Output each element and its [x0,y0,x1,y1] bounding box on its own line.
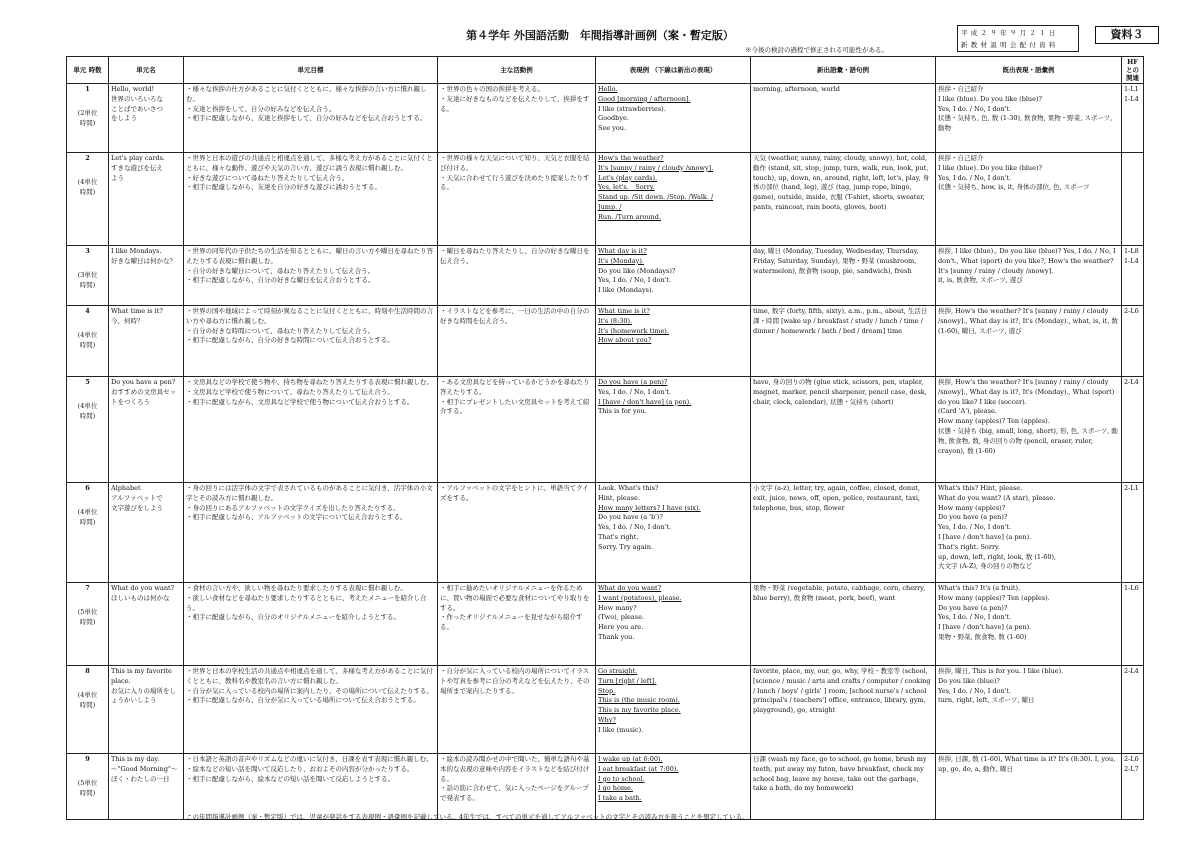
expression-item: Yes, I do. / No, I don't. [598,276,672,285]
col-header-known: 既出表現・語彙例 [936,57,1122,84]
unit-number: 9 [85,755,90,763]
expression-item: Let's (play cards). [598,173,658,182]
unit-number: 6 [85,484,90,492]
expression-item: I like (music). [598,725,644,734]
known-item: 挨拶, 日課, 数 (1-60), What time is it? It's (8:30). I, you, up, go, do, a, 動作, 曜日 [938,755,1116,773]
activity-item: ・友達に好きなものなどを伝えたりして、挨拶をする。 [440,94,590,113]
known-item: 挨拶・自己紹介 [938,154,984,162]
document-label: 資料３ [1095,26,1159,44]
activities-cell [438,306,596,377]
known-item: I [have / don't have] (a pen). [938,532,1032,541]
known-item: Yes, I do. / No, I don't. [938,104,1012,113]
table-header-row [67,57,1144,84]
new-words-text: morning, afternoon, world [753,85,840,93]
new-words-cell [751,483,936,583]
known-expressions-cell [936,583,1122,666]
activity-item: ・ある文房具などを持っているかどうかを尋ねたり答えたりする。 [440,378,590,396]
unit-number: 2 [85,154,90,162]
event-line: 新 教 材 説 明 会 配 付 資 料 [961,41,1056,49]
expression-item: It's (homework time). [598,326,669,335]
unit-number: 5 [85,378,90,386]
known-expressions-cell [936,754,1122,820]
unit-number: 7 [85,584,90,592]
unit-hours: 時間) [79,280,96,289]
hf-ref: 1-L8 [1124,247,1139,255]
expression-item: This is (the music room). [598,696,680,705]
unit-goals-cell [184,377,438,483]
known-expressions-cell [936,666,1122,754]
table-row [67,377,1144,483]
activities-cell [438,483,596,583]
expression-item: Good [morning / afternoon]. [598,94,691,103]
goal-item: ・自分が気に入っている校内の場所に案内したり、その場所について伝えたりする。 [186,686,433,695]
goal-item: ・相手に配慮しながら、友達を自分の好きな遊びに誘おうとする。 [186,183,381,192]
unit-name-cell [109,483,184,583]
table-row [67,483,1144,583]
hf-cell [1122,306,1144,377]
unit-hours: 時間) [79,517,96,526]
unit-hours: 時間) [79,411,96,420]
goal-item: ・世界と日本の遊びの共通点と相違点を通して、多様な考え方があることに気付くとともに、様々な動作、遊びや天気の言い方、遊びに誘う表現に慣れ親しむ。 [186,154,433,172]
unit-number-cell [67,583,109,666]
known-item: How many (apples)? [938,503,1006,512]
activities-cell [438,153,596,246]
goal-item: ・食材の言い方や、欲しい物を尋ねたり要求したりする表現に慣れ親しむ。 [186,584,407,592]
unit-name-cell [109,246,184,306]
known-expressions-cell [936,377,1122,483]
table-row [67,84,1144,153]
unit-hours: 時間) [79,118,96,127]
activities-cell [438,377,596,483]
unit-name-cell [109,754,184,820]
expression-item: Turn [right / left]. [598,676,657,685]
unit-goals-cell [184,483,438,583]
activity-item: ・相手にプレゼントしたい文房具セットを考えて紹介する。 [440,397,590,416]
known-item: Do you have (a pen)? [938,513,1008,522]
new-words-cell [751,377,936,483]
known-expressions-cell [936,246,1122,306]
known-item: What's this? Hint, please. [938,484,1023,492]
unit-name-line: お気に入りの場所をしょうかいしよう [111,686,176,705]
known-item: What do you want? (A star), please. [938,493,1056,502]
goal-item: ・自分の好きな時間について、尋ねたり答えたりして伝え合う。 [186,326,375,335]
expression-item: Stop. [598,686,616,695]
new-words-cell [751,246,936,306]
expression-item: I eat breakfast (at 7:00). [598,764,679,773]
unit-goals-cell [184,306,438,377]
unit-name-cell [109,377,184,483]
expression-item: Sorry. Try again. [598,542,653,551]
new-words-text: favorite, place, my, our, go, why, 学校・教室等 (school, [science / music / arts and crafts / computer / cooking / lunch / boys' / girls' ] room, [school nurse's / school principal's / teachers'] office, entrance, library, gym, playground), go, straight [753,667,931,715]
activities-cell [438,583,596,666]
hf-cell [1122,483,1144,583]
hf-cell [1122,377,1144,483]
hf-ref: 1-L4 [1124,256,1139,265]
new-words-cell [751,583,936,666]
unit-name-line: ことばであいさつ [111,104,163,113]
expression-item: Do you have (a pen)? [598,378,668,386]
col-header-goals: 単元目標 [184,57,438,84]
known-item: it, is, 飲食物, スポーツ, 遊び [938,276,1023,285]
expression-item: How many letters? I have (six). [598,503,701,512]
unit-name-line: おすすめの文房具セットをつくろう [111,387,177,406]
unit-name-line: What do you want? [111,584,175,592]
unit-name-line: ほしいものは何かな [111,593,170,602]
known-item: 挨拶, How's the weather? It's [sunny / rainy / cloudy /snowy]., What day is it?, It's (Monday)., What (sport) do you like? I like (soccer). [938,378,1115,406]
goal-item: ・欲しい食材などを尋ねたり要求したりするとともに、考えたメニューを紹介し合う。 [186,593,427,612]
goal-item: ・絵本などの短い話を聞いて反応したり、おおよその内容が分かったりする。 [186,764,414,773]
expression-item: I go home. [598,784,633,793]
known-item: How many (apples)? Ten (apples). [938,593,1050,602]
unit-name-line: Do you have a pen? [111,378,176,386]
new-words-text: 天気 (weather, sunny, rainy, cloudy, snowy), hot, cold, 動作 (stand, sit, stop, jump, turn, walk, run, look, put, touch), up, down, on, around, right, left, let's, play, 身体の部位 (hand, leg), 遊び (tag, jump rope, bingo, game), outside, inside, 衣服 (T-shirt, shorts, sweater, pants, raincoat, rain boots, gloves, boot) [753,154,930,211]
unit-name-line: This is my favorite place. [111,667,172,685]
unit-name-line: アルファベットで [111,493,163,502]
hf-cell [1122,84,1144,153]
expression-item: Goodbye. [598,114,629,123]
activity-item: ・相手に勧めたいオリジナルメニューを作るために、買い物の場面で必要な食材についてやり取りをする。 [440,584,590,612]
expression-item: How about you? [598,336,652,345]
col-header-unit-name: 単元名 [109,57,184,84]
known-item: 大文字 (A-Z), 身の回りの物など [938,562,1033,571]
goal-item: ・相手に配慮しながら、自分の好きな時間について伝え合おうとする。 [186,336,394,345]
unit-number: 3 [85,247,90,255]
expression-item: I [have / don't have] (a pen). [598,397,692,406]
expression-item: Why? [598,715,617,724]
hf-ref: 2-L6 [1124,307,1139,315]
table-row [67,754,1144,820]
known-item: 挨拶, 曜日, This is for you. I like (blue). [938,667,1064,675]
expression-item: See you. [598,124,627,133]
unit-name-cell [109,666,184,754]
expression-item: It's (Monday). [598,256,644,265]
unit-name-line: 文字遊びをしよう [111,503,163,512]
known-item: That's right. Sorry. [938,542,1000,551]
unit-name-cell [109,306,184,377]
expression-item: I like (strawberries). [598,104,666,113]
goal-item: ・文房具など学校で使う物について、尋ねたり答えたりして伝え合う。 [186,387,394,396]
expression-item: I take a bath. [598,794,642,803]
hf-ref: 2-L1 [1124,484,1139,492]
expressions-cell [596,153,751,246]
expression-item: What day is it? [598,247,647,255]
new-words-text: 日課 (wash my face, go to school, go home, brush my teeth, put away my futon, have breakfast, check my school bag, leave my house, take out the garbage, take a bath, do my homework) [753,755,927,793]
unit-goals-cell [184,583,438,666]
date-box [957,25,1079,52]
expression-item: Go straight. [598,667,638,675]
goal-item: ・相手に配慮しながら、自分のオリジナルメニューを紹介しようとする。 [186,613,400,622]
known-item: (Card 'A'), please. [938,407,997,416]
plan-table [66,56,1144,820]
unit-hours: (5単位 [77,778,98,787]
new-words-text: 果物・野菜 (vegetable, potato, cabbage, corn, cherry, blue berry), 飲食物 (meat, pork, beef), want [753,584,926,602]
expression-item: It's (8:30). [598,316,633,325]
unit-number-cell [67,84,109,153]
expression-item: Jump. / [598,202,622,211]
col-header-activities: 主な活動例 [438,57,596,84]
goal-item: ・様々な挨拶の仕方があることに気付くとともに、様々な挨拶の言い方に慣れ親しむ。 [186,85,427,103]
expression-item: Run. /Turn around. [598,212,661,221]
unit-name-line: をしよう [111,114,137,123]
expression-item: Yes, let's. Sorry. [598,183,655,192]
hf-cell [1122,754,1144,820]
table-row [67,246,1144,306]
new-words-cell [751,84,936,153]
activities-cell [438,84,596,153]
table-row [67,666,1144,754]
expression-item: I wake up (at 6:00). [598,755,663,763]
unit-name-line: Alphabet [111,484,141,492]
unit-name-line: すきな遊びを伝え [111,163,163,172]
table-row [67,583,1144,666]
expressions-cell [596,583,751,666]
unit-hours: (4単位 [77,401,98,410]
unit-name-line: ぼく・わたしの一日 [111,774,170,783]
hf-ref: 1-L6 [1124,584,1139,592]
expression-item: It's [sunny / rainy / cloudy /snowy]. [598,163,714,172]
unit-name-line: Hello, world! [111,85,155,93]
unit-number: 8 [85,667,90,675]
unit-number-cell [67,306,109,377]
activities-cell [438,754,596,820]
unit-hours: (3単位 [77,270,98,279]
expressions-cell [596,84,751,153]
unit-goals-cell [184,84,438,153]
unit-hours: (5単位 [77,607,98,616]
activity-item: ・話の筋に合わせて、気に入ったページをグループで発表する。 [440,784,589,803]
known-expressions-cell [936,153,1122,246]
activity-item: ・世界の色々の国の挨拶を考える。 [440,85,544,93]
known-item: I like (blue). Do you like (blue)? [938,94,1042,103]
known-item: 状態・気持ち, how, is, it, 身体の部位, 色, スポーツ [938,183,1090,192]
known-item: Do you have (a pen)? [938,603,1008,612]
new-words-cell [751,666,936,754]
new-words-cell [751,306,936,377]
expression-item: I want (potatoes), please. [598,593,682,602]
expression-item: Thank you. [598,632,635,641]
hf-ref: 2-L4 [1124,667,1139,675]
known-item: Yes, I do. / No, I don't. [938,173,1012,182]
unit-hours: 時間) [79,700,96,709]
unit-goals-cell [184,666,438,754]
goal-item: ・友達と挨拶をして、自分の好みなどを伝え合う。 [186,104,336,113]
known-item: What's this? It's (a fruit). [938,584,1021,592]
expression-item: Look. What's this? [598,484,659,492]
unit-number: 4 [85,307,90,315]
activity-item: ・アルファベットの文字をヒントに、単語当てクイズをする。 [440,484,589,502]
expression-item: What do you want? [598,584,662,592]
goal-item: ・日本語と英語の音声やリズムなどの違いに気付き、日課を表す表現に慣れ親しむ。 [186,755,433,763]
goal-item: ・好きな遊びについて尋ねたり答えたりして伝え合う。 [186,173,349,182]
expression-item: How's the weather? [598,154,664,162]
expressions-cell [596,246,751,306]
goal-item: ・相手に配慮しながら、友達と挨拶をして、自分の好みなどを伝え合おうとする。 [186,114,427,123]
known-item: 挨拶・自己紹介 [938,85,984,93]
expression-item: (Two), please. [598,613,644,622]
table-row [67,306,1144,377]
goal-item: ・自分の好きな曜日について、尋ねたり答えたりして伝え合う。 [186,266,375,275]
activity-item: ・自分が気に入っている校内の場所についてイラストや写真を参考に自分の考えなどを伝えたり、その場所まで案内したりする。 [440,667,590,695]
activity-item: ・絵本の読み聞かせの中で聞いた、簡単な語句や基本的な表現の意味や内容をイラストなどを結び付ける。 [440,755,590,783]
table-row [67,153,1144,246]
date-line: 平 成 ２ ９ 年 ９ 月 ２ １ 日 [961,29,1056,37]
unit-name-cell [109,153,184,246]
unit-name-cell [109,583,184,666]
new-words-text: 小文字 (a-z), letter, try, again, coffee, closed, donut, exit, juice, news, off, open, police, restaurant, taxi, telephone, bus, stop, flower [753,484,920,512]
goal-item: ・文房具などの学校で使う物や、持ち物を尋ねたり答えたりする表現に慣れ親しむ。 [186,378,433,386]
unit-hours: (4単位 [77,507,98,516]
goal-item: ・相手に配慮しながら、文房具など学校で使う物について伝え合おうとする。 [186,397,414,406]
unit-hours: 時間) [79,617,96,626]
unit-number-cell [67,666,109,754]
goal-item: ・世界の同年代の子供たちの生活を知るとともに、曜日の言い方や曜日を尋ねたり答えたりする表現に慣れ親しむ。 [186,247,433,265]
unit-name-line: I like Mondays. [111,247,162,255]
unit-hours: (4単位 [77,177,98,186]
unit-number-cell [67,377,109,483]
known-item: Yes, I do. / No, I don't. [938,613,1012,622]
unit-number-cell [67,483,109,583]
activities-cell [438,246,596,306]
goal-item: ・身の回りにあるアルファベットの文字クイズを出したり答えたりする。 [186,503,400,512]
goal-item: ・相手に配慮しながら、自分が気に入っている場所について伝え合おうとする。 [186,696,420,705]
activity-item: ・作ったオリジナルメニューを見せながら紹介する。 [440,613,583,632]
col-header-hf: HFとの 関連 [1122,57,1144,84]
page-title: 第４学年 外国語活動 年間指導計画例（案・暫定版） [466,29,734,42]
known-item: 挨拶, How's the weather? It's [sunny / rainy / cloudy /snowy]., What day is it?, It's (Monday)., what, is, it, 数 (1-60), 曜日, スポーツ, 遊び [938,307,1118,335]
hf-ref: 2-L7 [1124,764,1139,773]
expressions-cell [596,483,751,583]
hf-ref: 1-L4 [1124,94,1139,103]
hf-ref: 2-L6 [1124,755,1139,763]
new-words-text: have, 身の回りの物 (glue stick, scissors, pen, stapler, magnet, marker, pencil sharpener, pencil case, desk, chair, clock, calendar), 状態・気持ち (short) [753,378,927,406]
expression-item: What time is it? [598,307,650,315]
unit-name-line: よう [111,173,124,182]
expression-item: I like (Mondays). [598,286,654,295]
unit-number-cell [67,754,109,820]
known-item: 状態・気持ち, 色, 数 (1-30), 飲食物, 果物・野菜, スポーツ, 動物 [938,114,1113,133]
expressions-cell [596,666,751,754]
known-item: I [have / don't have] (a pen). [938,623,1032,632]
expression-item: Hint, please. [598,493,640,502]
expression-item: This is my favorite place. [598,706,681,715]
known-item: Do you like (blue)? [938,676,1000,685]
known-item: turn, right, left, スポーツ, 曜日 [938,696,1035,705]
unit-goals-cell [184,246,438,306]
unit-number-cell [67,153,109,246]
known-item: How many (apples)? Ten (apples). [938,417,1050,426]
unit-name-line: Let's play cards. [111,154,166,162]
unit-name-line: 世界のいろいろな [111,94,163,103]
expression-item: Here you are. [598,623,644,632]
expression-item: I go to school. [598,774,645,783]
activity-item: ・曜日を尋ねたり答えたりし、自分の好きな曜日を伝え合う。 [440,247,590,265]
known-item: up, down, left, right, look, 数 (1-60), [938,552,1057,561]
revision-note: ※今後の検討の過程で修正される可能性がある。 [745,46,888,54]
known-item: Yes, I do. / No, I don't. [938,686,1012,695]
col-header-expressions: 表現例 （下線は新出の表現） [596,57,751,84]
unit-name-line: ～"Good Morning"～ [111,764,178,773]
unit-hours: 時間) [79,340,96,349]
expression-item: That's right. [598,532,639,541]
table-body [67,84,1144,820]
known-expressions-cell [936,483,1122,583]
expression-item: Yes, I do. / No, I don't. [598,523,672,532]
hf-cell [1122,153,1144,246]
unit-name-line: What time is it? [111,307,163,315]
unit-goals-cell [184,754,438,820]
unit-hours: 時間) [79,788,96,797]
new-words-text: day, 曜日 (Monday, Tuesday, Wednesday, Thursday, Friday, Saturday, Sunday), 果物・野菜 (mushroom, watermelon), 飲食物 (soup, pie, sandwich), fresh [753,247,919,275]
goal-item: ・相手に配慮しながら、アルファベットの文字について伝え合おうとする。 [186,513,407,522]
expression-item: Do you like (Mondays)? [598,266,676,275]
unit-hours: (2単位 [77,108,98,117]
known-item: I like (blue). Do you like (blue)? [938,163,1042,172]
expression-item: Hello. [598,85,618,93]
col-header-new-words: 新出語彙・語句例 [751,57,936,84]
activity-item: ・イラストなどを参考に、一日の生活の中の自分の好きな時間を伝え合う。 [440,307,590,325]
unit-name-line: This is my day. [111,755,160,763]
expressions-cell [596,754,751,820]
known-expressions-cell [936,84,1122,153]
new-words-cell [751,754,936,820]
unit-number-cell [67,246,109,306]
col-header-unit-hours: 単元 時数 [67,57,109,84]
known-item: Yes, I do. / No, I don't. [938,523,1012,532]
new-words-text: time, 数字 (forty, fifth, sixty), a.m., p.m., about, 生活日課・時間 [wake up / breakfast / study / lunch / time / dinner / homework / bath / bed / dream] time [753,307,928,335]
unit-hours: 時間) [79,187,96,196]
unit-goals-cell [184,153,438,246]
unit-name-line: 好きな曜日は何かな？ [111,256,176,265]
hf-cell [1122,666,1144,754]
new-words-cell [751,153,936,246]
expression-item: How many? [598,603,637,612]
unit-name-line: 今、何時？ [111,316,144,325]
goal-item: ・相手に配慮しながら、絵本などの短い話を聞いて反応しようとする。 [186,774,394,783]
expression-item: Yes, I do. / No, I don't. [598,387,672,396]
hf-cell [1122,246,1144,306]
unit-name-cell [109,84,184,153]
known-item: 果物・野菜, 飲食物, 数 (1-60) [938,632,1027,641]
known-item: 挨拶, I like (blue)., Do you like (blue)? Yes, I do. / No, I don't., What (sport) do you like?, How's the weather? It's [sunny / rainy / cloudy /snowy]. [938,247,1116,275]
known-item: 状態・気持ち (big, small, long, short), 形, 色, スポーツ, 動物, 飲食物, 数, 身の回りの物 (pencil, eraser, ruler, crayon), 数 (1-60) [938,426,1118,455]
expression-item: Stand up. /Sit down. /Stop. /Walk. / [598,193,714,202]
unit-hours: (4単位 [77,690,98,699]
activities-cell [438,666,596,754]
expressions-cell [596,306,751,377]
footer-note: この年間指導計画例（案・暫定版）では、児童が発話をする表現例・語彙例を記載している。4年生では、すべての単元を通してアルファベットの文字とその読み方を扱うことを想定している。 [186,813,749,821]
goal-item: ・世界の国や地域によって時刻が異なることに気付くとともに、時刻や生活時間の言い方や尋ね方に慣れ親しむ。 [186,307,433,325]
goal-item: ・身の回りには活字体の文字で表されているものがあることに気付き、活字体の小文字とその読み方に慣れ親しむ。 [186,484,433,502]
expression-item: This is for you. [598,407,647,416]
hf-ref: 2-L4 [1124,378,1139,386]
unit-hours: (4単位 [77,330,98,339]
goal-item: ・世界と日本の学校生活の共通点や相違点を通して、多様な考え方があることに気付くとともに、教科名や教室名の言い方に慣れ親しむ。 [186,667,433,685]
hf-cell [1122,583,1144,666]
expressions-cell [596,377,751,483]
expression-item: Do you have (a 'b')? [598,513,663,522]
activity-item: ・天気に合わせて行う遊びを決めたり提案したりする。 [440,173,590,192]
hf-ref: 1-L1 [1124,85,1139,93]
activity-item: ・世界の様々な天気について知り、天気と衣服を結び付ける。 [440,154,590,172]
goal-item: ・相手に配慮しながら、自分の好きな曜日を伝え合おうとする。 [186,276,375,285]
unit-number: 1 [85,85,90,93]
known-expressions-cell [936,306,1122,377]
